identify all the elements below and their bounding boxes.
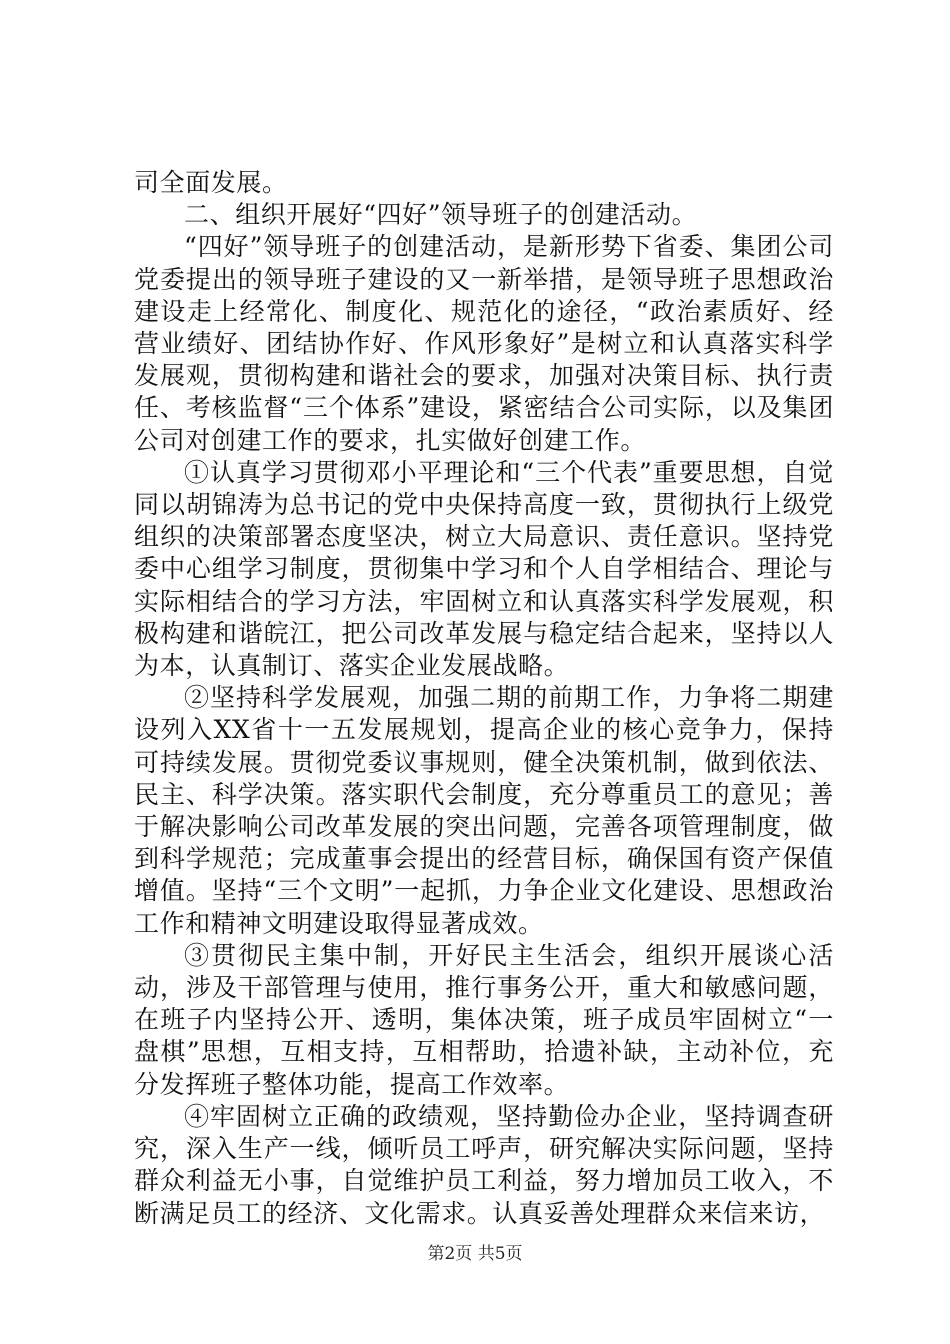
body-text (134, 167, 834, 1230)
paragraph-item-4: ④牢固树立正确的政绩观，坚持勤俭办企业，坚持调查研究，深入生产一线，倾听员工呼声，研究解决实际问题，坚持群众利益无小事，自觉维护员工利益，努力增加员工收入，不断满足员工的经济、文化需求。认真妥善处理群众来信来访， (134, 1101, 834, 1228)
page-number-footer: 第2页 共5页 (427, 1244, 523, 1264)
paragraph-item-2: ②坚持科学发展观，加强二期的前期工作，力争将二期建设列入XX省十一五发展规划，提高企业的核心竞争力，保持可持续发展。贯彻党委议事规则，健全决策机制，做到依法、民主、科学决策。落实职代会制度，充分尊重员工的意见；善于解决影响公司改革发展的突出问题，完善各项管理制度，做到科学规范；完成董事会提出的经营目标，确保国有资产保值增值。坚持“三个文明”一起抓，力争企业文化建设、思想政治工作和精神文明建设取得显著成效。 (134, 683, 834, 938)
paragraph-item-1: ①认真学习贯彻邓小平理论和“三个代表”重要思想，自觉同以胡锦涛为总书记的党中央保持高度一致，贯彻执行上级党组织的决策部署态度坚决，树立大局意识、责任意识。坚持党委中心组学习制度，贯彻集中学习和个人自学相结合、理论与实际相结合的学习方法，牢固树立和认真落实科学发展观，积极构建和谐皖江，把公司改革发展与稳定结合起来，坚持以人为本，认真制订、落实企业发展战略。 (134, 457, 834, 681)
paragraph-intro: “四好”领导班子的创建活动，是新形势下省委、集团公司党委提出的领导班子建设的又一新举措，是领导班子思想政治建设走上经常化、制度化、规范化的途径，“政治素质好、经营业绩好、团结协作好、作风形象好”是树立和认真落实科学发展观，贯彻构建和谐社会的要求，加强对决策目标、执行责任、考核监督“三个体系”建设，紧密结合公司实际，以及集团公司对创建工作的要求，扎实做好创建工作。 (134, 232, 834, 455)
paragraph-item-3: ③贯彻民主集中制，开好民主生活会，组织开展谈心活动，涉及干部管理与使用，推行事务公开，重大和敏感问题，在班子内坚持公开、透明，集体决策，班子成员牢固树立“一盘棋”思想，互相支持，互相帮助，拾遗补缺，主动补位，充分发挥班子整体功能，提高工作效率。 (134, 940, 834, 1099)
section-heading: 二、组织开展好“四好”领导班子的创建活动。 (184, 200, 698, 230)
paragraph-continuation: 司全面发展。 (134, 168, 288, 197)
